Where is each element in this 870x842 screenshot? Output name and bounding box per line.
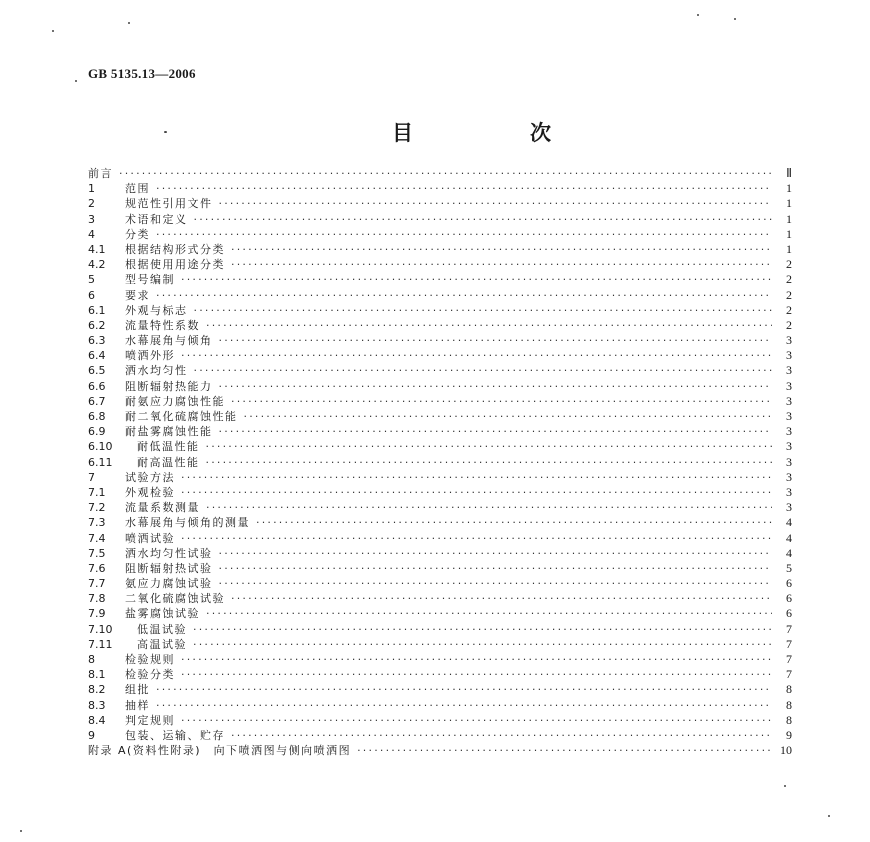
toc-entry-page: 6 bbox=[786, 576, 792, 591]
toc-entry-page: 3 bbox=[786, 454, 792, 469]
toc-entry-page: 2 bbox=[786, 257, 792, 272]
toc-entry bbox=[88, 333, 792, 348]
toc-entry bbox=[88, 531, 792, 546]
toc-entry bbox=[88, 257, 792, 272]
toc-entry-number: 1 bbox=[88, 182, 95, 196]
toc-dot-leader bbox=[219, 561, 773, 576]
toc-entry-number: 7.7 bbox=[88, 577, 106, 591]
toc-dot-leader bbox=[181, 485, 772, 500]
toc-entry-title: 流量特性系数 bbox=[125, 318, 200, 332]
toc-entry-page: 7 bbox=[786, 636, 792, 651]
toc-dot-leader bbox=[231, 242, 772, 257]
toc-entry-number: 7.2 bbox=[88, 501, 106, 515]
toc-entry-title: 外观与标志 bbox=[125, 303, 188, 317]
toc-dot-leader bbox=[194, 212, 773, 227]
toc-entry bbox=[88, 227, 792, 242]
toc-entry-page: 3 bbox=[786, 439, 792, 454]
toc-entry-title: 喷洒外形 bbox=[125, 349, 175, 363]
toc-entry-page: 2 bbox=[786, 272, 792, 287]
toc-entry-page: 5 bbox=[786, 560, 792, 575]
toc-dot-leader bbox=[231, 728, 772, 743]
toc-entry-number: 5 bbox=[88, 273, 95, 287]
toc-dot-leader bbox=[206, 318, 772, 333]
toc-entry bbox=[88, 470, 792, 485]
toc-entry-title: 型号编制 bbox=[125, 273, 175, 287]
toc-entry-number: 8.2 bbox=[88, 683, 106, 697]
toc-entry-number: 4.2 bbox=[88, 258, 106, 272]
toc-entry bbox=[88, 181, 792, 196]
toc-entry-page: 4 bbox=[786, 530, 792, 545]
toc-entry-page: 7 bbox=[786, 621, 792, 636]
toc-entry-page: 2 bbox=[786, 287, 792, 302]
toc-dot-leader bbox=[181, 713, 772, 728]
toc-entry-page: 8 bbox=[786, 697, 792, 712]
toc-entry bbox=[88, 379, 792, 394]
table-of-contents bbox=[88, 166, 792, 758]
toc-entry-title: 耐盐雾腐蚀性能 bbox=[125, 425, 213, 439]
toc-dot-leader bbox=[181, 470, 772, 485]
toc-entry-page: 3 bbox=[786, 333, 792, 348]
toc-dot-leader bbox=[206, 606, 772, 621]
toc-entry-number: 6.8 bbox=[88, 410, 106, 423]
toc-entry-page: 3 bbox=[786, 363, 792, 378]
toc-entry-title: 低温试验 bbox=[137, 622, 187, 636]
toc-entry-page: 3 bbox=[786, 484, 792, 499]
toc-entry-title: 氨应力腐蚀试验 bbox=[125, 577, 213, 591]
toc-entry-page: 2 bbox=[786, 302, 792, 317]
toc-entry-title: 根据结构形式分类 bbox=[125, 242, 225, 256]
toc-dot-leader bbox=[231, 591, 772, 606]
toc-entry-title: 耐氨应力腐蚀性能 bbox=[125, 394, 225, 408]
toc-entry-number: 7.10 bbox=[88, 622, 113, 636]
toc-entry-number: 6.3 bbox=[88, 334, 106, 348]
toc-dot-leader bbox=[181, 652, 772, 667]
toc-entry-title: 前言 bbox=[88, 167, 113, 180]
toc-entry-title: 水幕展角与倾角的测量 bbox=[125, 516, 250, 530]
toc-entry-page: 4 bbox=[786, 515, 792, 530]
toc-entry-page: 8 bbox=[786, 712, 792, 727]
toc-entry-number: 7.5 bbox=[88, 546, 106, 560]
toc-entry bbox=[88, 348, 792, 363]
toc-entry-title: 检验分类 bbox=[125, 668, 175, 682]
toc-entry-number: 4 bbox=[88, 227, 95, 241]
toc-entry bbox=[88, 682, 792, 697]
toc-entry-number: 7.8 bbox=[88, 592, 106, 606]
toc-entry-title: 分类 bbox=[125, 227, 150, 241]
toc-dot-leader bbox=[219, 576, 773, 591]
toc-dot-leader bbox=[219, 379, 773, 394]
toc-entry-page: 3 bbox=[786, 409, 792, 423]
toc-entry bbox=[88, 272, 792, 287]
toc-entry-page: 6 bbox=[786, 606, 792, 621]
toc-entry-title: 高温试验 bbox=[137, 637, 187, 651]
toc-dot-leader bbox=[156, 181, 772, 196]
toc-entry-page: 3 bbox=[786, 348, 792, 363]
toc-entry-page: 8 bbox=[786, 682, 792, 697]
toc-entry-number: 6.1 bbox=[88, 303, 106, 317]
toc-entry-title: 盐雾腐蚀试验 bbox=[125, 607, 200, 621]
toc-entry bbox=[88, 652, 792, 667]
toc-entry-page: 7 bbox=[786, 652, 792, 666]
toc-dot-leader bbox=[357, 743, 772, 758]
scan-speck bbox=[164, 131, 167, 133]
toc-entry-number: 6.4 bbox=[88, 349, 106, 363]
toc-dot-leader bbox=[181, 667, 772, 682]
toc-entry-number: 6.5 bbox=[88, 364, 106, 378]
toc-entry-title: 耐二氧化硫腐蚀性能 bbox=[125, 410, 238, 423]
scan-speck bbox=[697, 14, 699, 16]
toc-entry-page: 10 bbox=[780, 743, 792, 758]
toc-entry bbox=[88, 363, 792, 378]
toc-entry-page: Ⅱ bbox=[786, 166, 792, 180]
toc-dot-leader bbox=[119, 166, 772, 181]
toc-dot-leader bbox=[231, 394, 772, 409]
toc-entry-title: 耐低温性能 bbox=[137, 440, 200, 454]
toc-entry-number: 7.4 bbox=[88, 531, 106, 545]
toc-entry-page: 6 bbox=[786, 591, 792, 606]
toc-entry bbox=[88, 288, 792, 303]
toc-entry bbox=[88, 196, 792, 211]
toc-entry-title: 检验规则 bbox=[125, 653, 175, 666]
scan-speck bbox=[828, 815, 830, 817]
scan-speck bbox=[128, 22, 130, 24]
toc-entry-number: 6.11 bbox=[88, 455, 113, 469]
toc-entry bbox=[88, 515, 792, 530]
toc-entry bbox=[88, 439, 792, 454]
toc-entry-page: 3 bbox=[786, 393, 792, 408]
toc-dot-leader bbox=[206, 500, 772, 515]
toc-entry-number: 6.10 bbox=[88, 440, 113, 454]
toc-entry-number: 6 bbox=[88, 288, 95, 302]
toc-dot-leader bbox=[156, 288, 772, 303]
toc-dot-leader bbox=[156, 227, 772, 242]
toc-entry bbox=[88, 485, 792, 500]
toc-dot-leader bbox=[206, 455, 773, 470]
toc-entry-page: 1 bbox=[786, 241, 792, 256]
toc-entry-title: 根据使用用途分类 bbox=[125, 258, 225, 272]
toc-entry-title: 流量系数测量 bbox=[125, 501, 200, 515]
toc-entry-number: 7.3 bbox=[88, 516, 106, 530]
toc-entry bbox=[88, 667, 792, 682]
toc-entry bbox=[88, 394, 792, 409]
toc-entry-number: 7.11 bbox=[88, 637, 113, 651]
toc-entry-title: 试验方法 bbox=[125, 470, 175, 484]
toc-entry-title: 耐高温性能 bbox=[137, 455, 200, 469]
toc-entry-title: 要求 bbox=[125, 288, 150, 302]
toc-dot-leader bbox=[219, 546, 773, 561]
toc-entry bbox=[88, 698, 792, 713]
toc-dot-leader bbox=[181, 348, 772, 363]
toc-entry-page: 1 bbox=[786, 196, 792, 211]
toc-entry-title: 水幕展角与倾角 bbox=[125, 334, 213, 348]
toc-entry-number: 7.6 bbox=[88, 561, 106, 575]
toc-entry bbox=[88, 409, 792, 424]
toc-dot-leader bbox=[193, 622, 772, 637]
toc-entry-title: 包装、运输、贮存 bbox=[125, 728, 225, 742]
toc-entry-page: 1 bbox=[786, 211, 792, 226]
toc-entry-title: 阻断辐射热能力 bbox=[125, 379, 213, 393]
standard-code: GB 5135.13—2006 bbox=[88, 66, 196, 81]
page-title: 目 次 bbox=[392, 121, 599, 145]
toc-entry-number: 8.1 bbox=[88, 668, 106, 682]
toc-entry-page: 3 bbox=[786, 378, 792, 393]
toc-entry-page: 4 bbox=[786, 545, 792, 560]
toc-entry bbox=[88, 318, 792, 333]
toc-entry-number: 8.3 bbox=[88, 698, 106, 712]
toc-entry-page: 3 bbox=[786, 424, 792, 439]
toc-dot-leader bbox=[206, 439, 773, 454]
toc-entry bbox=[88, 576, 792, 591]
scan-speck bbox=[52, 30, 54, 32]
toc-entry-title: 抽样 bbox=[125, 698, 150, 712]
toc-entry-number: 8 bbox=[88, 653, 95, 666]
toc-dot-leader bbox=[219, 424, 773, 439]
toc-entry-title: 洒水均匀性试验 bbox=[125, 546, 213, 560]
toc-entry-number: 3 bbox=[88, 212, 95, 226]
toc-entry bbox=[88, 728, 792, 743]
toc-entry bbox=[88, 561, 792, 576]
toc-entry-title: 二氧化硫腐蚀试验 bbox=[125, 592, 225, 606]
toc-entry bbox=[88, 212, 792, 227]
toc-entry-title: 组批 bbox=[125, 683, 150, 697]
toc-entry bbox=[88, 743, 792, 758]
toc-entry-number: 6.6 bbox=[88, 379, 106, 393]
toc-entry bbox=[88, 606, 792, 621]
toc-entry-number: 7.1 bbox=[88, 485, 106, 499]
toc-dot-leader bbox=[219, 333, 773, 348]
toc-entry-title: 规范性引用文件 bbox=[125, 197, 213, 211]
toc-dot-leader bbox=[181, 272, 772, 287]
toc-entry-page: 1 bbox=[786, 226, 792, 241]
scan-speck bbox=[784, 785, 786, 787]
toc-entry-number: 6.7 bbox=[88, 394, 106, 408]
toc-entry bbox=[88, 546, 792, 561]
toc-entry-page: 7 bbox=[786, 667, 792, 682]
toc-entry bbox=[88, 591, 792, 606]
toc-dot-leader bbox=[231, 257, 772, 272]
toc-dot-leader bbox=[194, 363, 773, 378]
toc-entry-page: 2 bbox=[786, 317, 792, 332]
toc-dot-leader bbox=[181, 531, 772, 546]
toc-entry-title: 洒水均匀性 bbox=[125, 364, 188, 378]
toc-entry-title: 范围 bbox=[125, 182, 150, 196]
toc-entry bbox=[88, 303, 792, 318]
toc-dot-leader bbox=[194, 303, 773, 318]
toc-entry-title: 阻断辐射热试验 bbox=[125, 561, 213, 575]
scan-speck bbox=[20, 830, 22, 832]
toc-entry-title: 喷洒试验 bbox=[125, 531, 175, 545]
toc-entry-number: 9 bbox=[88, 728, 95, 742]
toc-entry-number: 7.9 bbox=[88, 607, 106, 621]
toc-dot-leader bbox=[256, 515, 772, 530]
toc-dot-leader bbox=[156, 698, 772, 713]
scan-speck bbox=[75, 80, 77, 82]
scan-speck bbox=[734, 18, 736, 20]
toc-entry bbox=[88, 622, 792, 637]
toc-entry-number: 6.9 bbox=[88, 425, 106, 439]
toc-entry-title: 判定规则 bbox=[125, 713, 175, 727]
toc-dot-leader bbox=[244, 409, 773, 424]
toc-entry-number: 4.1 bbox=[88, 242, 106, 256]
toc-entry-title: 附录 A(资料性附录) 向下喷洒图与侧向喷洒图 bbox=[88, 744, 352, 758]
toc-entry-number: 7 bbox=[88, 470, 95, 484]
toc-dot-leader bbox=[193, 637, 772, 652]
toc-entry bbox=[88, 713, 792, 728]
toc-entry-page: 9 bbox=[786, 727, 792, 742]
toc-entry bbox=[88, 242, 792, 257]
toc-entry bbox=[88, 166, 792, 181]
toc-entry-title: 外观检验 bbox=[125, 485, 175, 499]
toc-entry-page: 3 bbox=[786, 469, 792, 484]
toc-entry-number: 2 bbox=[88, 197, 95, 211]
toc-entry bbox=[88, 424, 792, 439]
toc-entry bbox=[88, 637, 792, 652]
toc-entry-page: 1 bbox=[786, 181, 792, 196]
toc-entry-title: 术语和定义 bbox=[125, 212, 188, 226]
toc-entry-number: 8.4 bbox=[88, 713, 106, 727]
toc-dot-leader bbox=[219, 196, 773, 211]
toc-entry bbox=[88, 500, 792, 515]
toc-entry-number: 6.2 bbox=[88, 318, 106, 332]
toc-dot-leader bbox=[156, 682, 772, 697]
toc-entry bbox=[88, 455, 792, 470]
toc-entry-page: 3 bbox=[786, 500, 792, 515]
